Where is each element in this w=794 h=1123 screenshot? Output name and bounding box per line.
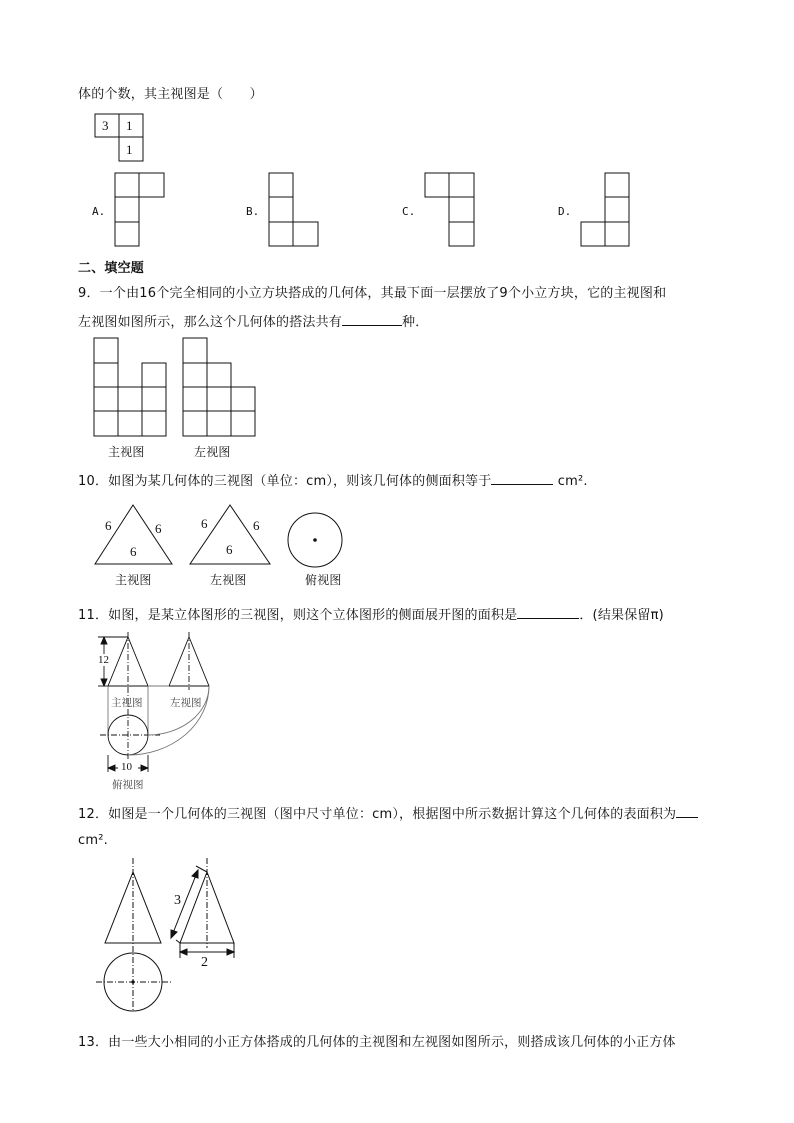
q11-height-label: 12 (98, 654, 109, 666)
q9-caption-left: 左视图 (194, 445, 231, 459)
q10-main-dim-right: 6 (155, 521, 162, 536)
q12-base-arrow (180, 949, 187, 955)
q9-line2-pre: 左视图如图所示，那么这个几何体的搭法共有 (78, 315, 343, 330)
q12-slant-label: 3 (174, 893, 181, 908)
q13-text: 13．由一些大小相同的小正方体搭成的几何体的主视图和左视图如图所示，则搭成该几何体的小正方体 (78, 1035, 676, 1050)
q12-top-view-center (131, 980, 134, 983)
q12-slant-arrow (192, 870, 198, 878)
q8-top-view-cell-1: 3 (102, 118, 109, 133)
q9-line2-post: 种． (402, 315, 429, 330)
q8-top-view-cell-3: 1 (126, 142, 133, 157)
q11-caption-top: 俯视图 (112, 780, 144, 791)
q10-caption-left: 左视图 (210, 573, 247, 587)
q8-top-view-cell-2: 1 (126, 118, 133, 133)
option-a-label: A. (92, 205, 106, 218)
q11-text-pre: 11．如图，是某立体图形的三视图，则这个立体图形的侧面展开图的面积是 (78, 608, 518, 623)
q9-line1: 9．一个由16个完全相同的小立方块搭成的几何体，其最下面一层摆放了9个小立方块，它的主视图和 (78, 286, 667, 301)
q10-main-dim-left: 6 (105, 518, 112, 533)
option-b-label: B. (246, 205, 260, 218)
q10-caption-main: 主视图 (115, 573, 152, 587)
q12-line1-pre: 12．如图是一个几何体的三视图（图中尺寸单位：cm），根据图中所示数据计算这个几何体的表面积为 (78, 807, 677, 822)
q8-tail-text: 体的个数，其主视图是（ ） (78, 87, 263, 102)
q10-main-dim-bottom: 6 (130, 544, 137, 559)
q11-caption-main: 主视图 (111, 698, 143, 709)
q10-text-pre: 10．如图为某几何体的三视图（单位：cm），则该几何体的侧面积等于 (78, 474, 492, 489)
q12-base-label: 2 (201, 955, 208, 970)
q12-base-arrow (227, 949, 234, 955)
q10-left-dim-right: 6 (253, 518, 260, 533)
q11-text-post: ．(结果保留π) (579, 608, 664, 623)
option-c-label: C. (402, 205, 416, 218)
q11-caption-left: 左视图 (170, 698, 202, 709)
q12-slant-arrow (171, 930, 177, 938)
q10-caption-top: 俯视图 (305, 573, 342, 587)
q10-text-post: cm². (553, 474, 588, 489)
option-d-label: D. (558, 205, 572, 218)
q10-left-dim-left: 6 (201, 516, 208, 531)
q9-caption-main: 主视图 (108, 445, 145, 459)
section-heading: 二、填空题 (78, 261, 145, 276)
q11-width-label: 10 (121, 761, 132, 773)
q10-left-dim-bottom: 6 (226, 542, 233, 557)
q12-line2: cm². (78, 833, 108, 848)
